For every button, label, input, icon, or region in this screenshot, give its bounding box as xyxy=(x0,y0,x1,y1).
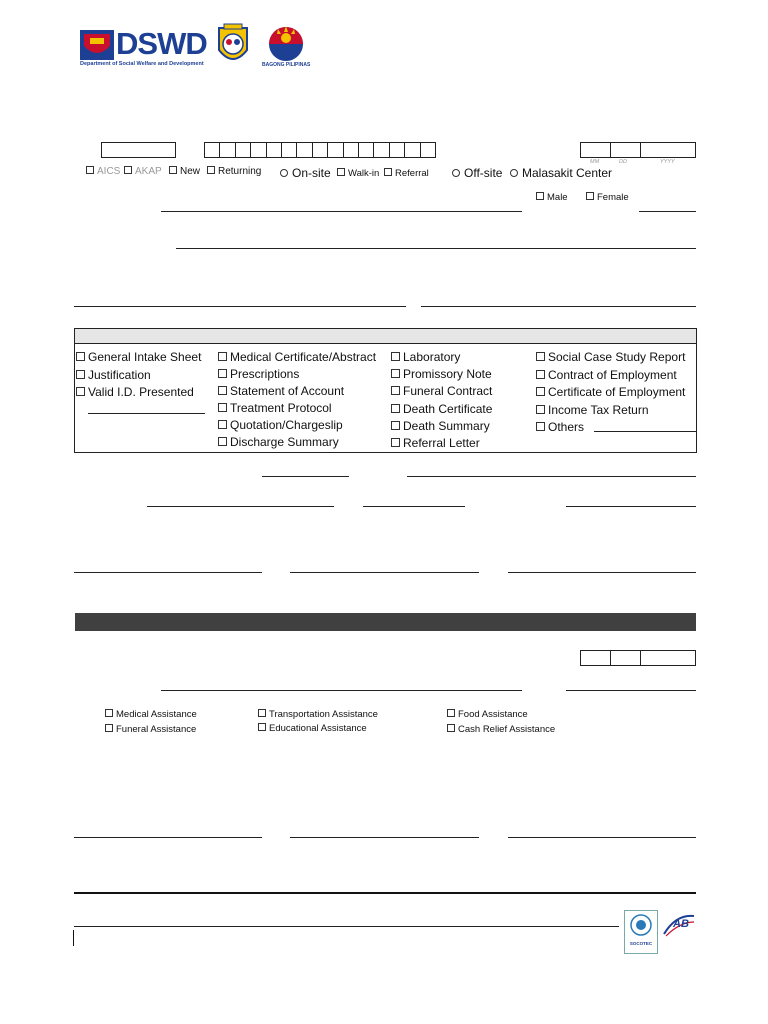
logo-text: DSWD xyxy=(116,26,207,61)
bagong-pilipinas-text: BAGONG PILIPINAS xyxy=(262,62,311,68)
field-line-right[interactable] xyxy=(421,306,696,307)
field-line[interactable] xyxy=(161,690,522,691)
checkbox-death-summary[interactable] xyxy=(391,419,492,436)
signature-line[interactable] xyxy=(290,837,479,838)
assistance-label: Funeral Assistance xyxy=(116,724,197,735)
checkbox-medical-assistance[interactable] xyxy=(105,709,197,724)
footer-divider xyxy=(74,892,696,894)
checkbox-laboratory[interactable] xyxy=(391,350,492,367)
checkbox-prescriptions[interactable] xyxy=(218,367,376,384)
valid-id-line[interactable] xyxy=(88,413,205,414)
control-number-box[interactable] xyxy=(101,142,176,158)
checkbox-walk-in[interactable] xyxy=(337,168,379,179)
requirement-label: General Intake Sheet xyxy=(88,350,202,364)
footer-line xyxy=(74,926,619,927)
offsite-label: Off-site xyxy=(464,166,503,180)
requirement-label: Funeral Contract xyxy=(403,384,493,399)
checkbox-cash-relief-assistance[interactable] xyxy=(447,724,555,739)
address-line[interactable] xyxy=(176,248,696,249)
requirement-label: Certificate of Employment xyxy=(548,385,686,399)
requirement-label: Quotation/Chargeslip xyxy=(230,418,343,432)
onsite-label: On-site xyxy=(292,166,331,180)
requirement-label: Treatment Protocol xyxy=(230,401,332,415)
signature-line[interactable] xyxy=(508,572,696,573)
dswd-logo xyxy=(80,28,206,70)
requirement-label: Contract of Employment xyxy=(548,367,677,382)
checkbox-contract-of-employment[interactable] xyxy=(536,368,685,386)
requirement-label: Prescriptions xyxy=(230,367,300,381)
id-number-box[interactable] xyxy=(204,142,436,158)
checkbox-transportation-assistance[interactable] xyxy=(258,709,378,723)
date-box[interactable] xyxy=(580,142,696,158)
assistance-label: Transportation Assistance xyxy=(269,709,378,720)
assistance-label: Medical Assistance xyxy=(116,709,197,720)
referral-label: Referral xyxy=(395,168,429,179)
date-box-2[interactable] xyxy=(580,650,696,666)
requirements-col1 xyxy=(76,350,201,403)
male-label: Male xyxy=(547,192,568,203)
new-label: New xyxy=(180,166,201,177)
logo-subtitle: Department of Social Welfare and Development xyxy=(80,61,204,67)
requirements-col4 xyxy=(536,350,685,438)
signature-line[interactable] xyxy=(74,837,262,838)
checkbox-justification[interactable] xyxy=(76,368,201,386)
requirement-label: Death Summary xyxy=(403,418,490,433)
checkbox-funeral-contract[interactable] xyxy=(391,384,492,401)
field-line-left[interactable] xyxy=(74,306,406,307)
requirements-col2 xyxy=(218,350,376,452)
requirement-label: Valid I.D. Presented xyxy=(88,385,194,399)
socotec-icon xyxy=(630,914,652,936)
assistance-col1 xyxy=(105,709,197,739)
section-header-bar xyxy=(75,613,696,631)
seal-logo xyxy=(216,22,250,68)
malasakit-label: Malasakit Center xyxy=(522,166,613,180)
age-line[interactable] xyxy=(639,211,696,212)
checkbox-female[interactable] xyxy=(586,192,629,203)
assistance-label: Food Assistance xyxy=(458,709,528,720)
checkbox-male[interactable] xyxy=(536,192,568,203)
returning-label: Returning xyxy=(218,166,262,177)
checkbox-medical-certificate[interactable] xyxy=(218,350,376,367)
checkbox-aics[interactable] xyxy=(86,166,120,177)
checkbox-income-tax-return[interactable] xyxy=(536,403,685,421)
checkbox-returning[interactable] xyxy=(207,166,261,177)
requirement-label: Justification xyxy=(88,367,151,382)
footer-left-bar xyxy=(73,930,74,946)
female-label: Female xyxy=(597,192,629,203)
assistance-col3 xyxy=(447,709,555,739)
checkbox-general-intake-sheet[interactable] xyxy=(76,350,201,368)
checkbox-death-certificate[interactable] xyxy=(391,402,492,419)
checkbox-certificate-of-employment[interactable] xyxy=(536,385,685,403)
checkbox-social-case-study[interactable] xyxy=(536,350,685,368)
requirement-label: Statement of Account xyxy=(230,384,345,398)
checkbox-quotation[interactable] xyxy=(218,418,376,435)
checkbox-referral[interactable] xyxy=(384,168,429,179)
requirement-label: Referral Letter xyxy=(403,435,480,450)
dswd-emblem-icon xyxy=(80,30,114,60)
requirement-label: Discharge Summary xyxy=(230,435,339,449)
requirement-label: Laboratory xyxy=(403,350,461,364)
checkbox-akap[interactable] xyxy=(124,166,162,177)
checkbox-promissory-note[interactable] xyxy=(391,367,492,384)
requirement-label: Others xyxy=(548,420,585,434)
socotec-text: SOCOTEC xyxy=(629,941,653,946)
radio-onsite[interactable] xyxy=(280,166,331,180)
date-label-yyyy: YYYY xyxy=(660,159,675,165)
date-label-mm: MM xyxy=(590,159,600,165)
signature-line[interactable] xyxy=(290,572,479,573)
assistance-col2 xyxy=(258,709,378,737)
requirement-label: Death Certificate xyxy=(403,401,493,416)
requirement-label: Medical Certificate/Abstract xyxy=(230,350,377,364)
name-line[interactable] xyxy=(161,211,522,212)
bagong-pilipinas-icon xyxy=(262,22,310,62)
field-line[interactable] xyxy=(262,476,349,477)
ab-cert-badge xyxy=(662,912,696,952)
checkbox-referral-letter[interactable] xyxy=(391,436,492,453)
checkbox-educational-assistance[interactable] xyxy=(258,723,378,737)
radio-offsite[interactable] xyxy=(452,166,502,180)
date-label-dd: DD xyxy=(619,159,627,165)
signature-line[interactable] xyxy=(508,837,696,838)
walk-in-label: Walk-in xyxy=(348,168,380,179)
field-line[interactable] xyxy=(407,476,696,477)
others-line[interactable] xyxy=(594,431,696,432)
checkbox-treatment-protocol[interactable] xyxy=(218,401,376,418)
checkbox-new[interactable] xyxy=(169,166,200,177)
requirements-header-bar xyxy=(75,329,696,344)
requirement-label: Social Case Study Report xyxy=(548,350,686,364)
assistance-label: Educational Assistance xyxy=(269,723,367,734)
checkbox-discharge-summary[interactable] xyxy=(218,435,376,452)
bagong-pilipinas-logo xyxy=(262,22,310,70)
seal-icon xyxy=(216,22,250,68)
checkbox-others[interactable] xyxy=(536,420,685,438)
requirement-label: Income Tax Return xyxy=(548,402,649,417)
assistance-label: Cash Relief Assistance xyxy=(458,724,556,735)
radio-malasakit[interactable] xyxy=(510,166,612,180)
field-line[interactable] xyxy=(363,506,465,507)
checkbox-valid-id[interactable] xyxy=(76,385,201,403)
requirements-col3 xyxy=(391,350,492,453)
checkbox-food-assistance[interactable] xyxy=(447,709,555,724)
socotec-cert-badge xyxy=(624,910,658,954)
requirement-label: Promissory Note xyxy=(403,367,492,382)
akap-label: AKAP xyxy=(135,166,162,177)
ab-text: AB xyxy=(673,918,689,930)
field-line[interactable] xyxy=(147,506,334,507)
field-line[interactable] xyxy=(566,506,696,507)
signature-line[interactable] xyxy=(74,572,262,573)
aics-label: AICS xyxy=(97,166,121,177)
field-line[interactable] xyxy=(566,690,696,691)
checkbox-funeral-assistance[interactable] xyxy=(105,724,197,739)
checkbox-statement-of-account[interactable] xyxy=(218,384,376,401)
